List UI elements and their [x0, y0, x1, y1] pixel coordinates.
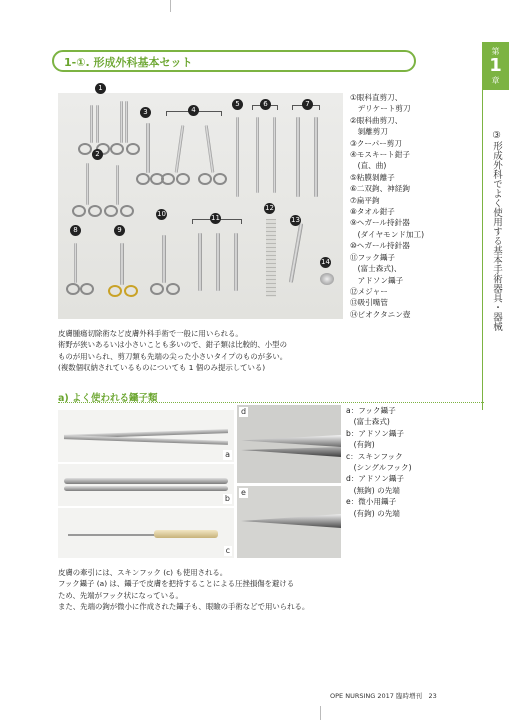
forceps-legend-line: d：アドソン鑷子 — [346, 474, 404, 484]
photo-number-8: 8 — [70, 225, 81, 236]
forceps-a-shaft-2 — [64, 435, 228, 445]
needle-holder-ring-2 — [166, 283, 180, 295]
legend-line: ②眼科曲剪刀、 — [350, 115, 403, 125]
suction-tube — [289, 223, 303, 283]
mosquito-forceps-2-ring-2 — [213, 173, 227, 185]
hook-forceps — [198, 233, 202, 291]
small-scissors-2-blade — [116, 165, 119, 205]
mosquito-forceps-2-ring — [198, 173, 212, 185]
legend-line: デリケート剪刀 — [350, 104, 411, 114]
measuring-ruler — [266, 219, 276, 297]
small-scissors-ring — [72, 205, 86, 217]
chapter-suffix: 章 — [491, 76, 500, 85]
legend-line: 剝離剪刀 — [350, 127, 388, 137]
forceps-b-shaft-2 — [64, 486, 228, 491]
legend-line: ⑧タオル鉗子 — [350, 207, 395, 217]
small-scissors-2-ring — [104, 205, 118, 217]
forceps-description-line: 皮膚の牽引には、スキンフック (c) も使用される。 — [58, 568, 228, 577]
mucosal-elevator — [236, 117, 239, 197]
forceps-legend-line: e：微小用鑷子 — [346, 497, 397, 507]
forceps-description-line: ため、先端がフック状になっている。 — [58, 590, 183, 600]
legend-line: ⑬吸引嘴管 — [350, 298, 388, 308]
forceps-photo-c — [58, 508, 234, 558]
legend-line: ③クーパー剪刀 — [350, 138, 402, 148]
photo-number-12: 12 — [265, 204, 274, 212]
legend-line: ①眼科直剪刀、 — [350, 93, 403, 102]
legend-line: (ダイヤモンド加工) — [350, 229, 425, 239]
needle-holder-diamond-ring — [108, 285, 122, 297]
towel-clamp — [74, 243, 77, 283]
photo-label-a: a — [225, 450, 230, 459]
adson-forceps-2 — [234, 233, 238, 291]
adson-tip-blade — [241, 435, 341, 447]
scissors-1-blade — [90, 105, 93, 143]
photo-number-10: 10 — [157, 210, 166, 218]
forceps-description-line: フック鑷子 (a) は、鑷子で皮膚を把持することによる圧挫損傷を避ける — [58, 579, 295, 589]
nerve-hook — [273, 117, 276, 193]
scissors-2-ring — [110, 143, 124, 155]
small-scissors-blade — [86, 163, 89, 205]
forceps-photo-a — [58, 410, 234, 462]
cooper-scissors-blade — [146, 123, 150, 173]
skin-hook-handle — [154, 530, 218, 538]
photo-label-b: b — [224, 494, 230, 503]
forceps-description-line: また、先端の鉤が微小に作成された鑷子も、眼瞼の手術などで用いられる。 — [58, 602, 310, 612]
legend-line: ⑩ヘガール持針器 — [350, 241, 410, 251]
instrument-set-photo — [58, 84, 343, 319]
subsection-underline — [58, 402, 484, 403]
adson-forceps — [216, 233, 220, 291]
adson-tip-blade-2 — [241, 447, 341, 457]
mosquito-forceps-2 — [205, 125, 215, 173]
micro-forceps-tip — [241, 514, 341, 528]
scissors-2-ring-2 — [126, 143, 140, 155]
mosquito-forceps-1-ring — [161, 173, 175, 185]
scissors-1-ring — [78, 143, 92, 155]
set-description — [58, 328, 358, 374]
crop-mark-top — [170, 0, 201, 12]
legend-line: ⑨ヘガール持針器 — [350, 218, 410, 228]
page-footer: OPE NURSING 2017 臨時増刊 23 — [330, 692, 437, 700]
scissors-2-blade-2 — [125, 101, 128, 143]
scissors-2-blade — [120, 101, 123, 143]
forceps-photo-e — [237, 486, 341, 558]
mosquito-forceps-1 — [175, 125, 185, 173]
photo-number-5: 5 — [232, 99, 243, 110]
small-scissors-2-ring-2 — [120, 205, 134, 217]
needle-holder-ring — [150, 283, 164, 295]
legend-line: ⑦扁平鉤 — [350, 195, 380, 205]
double-hook — [256, 117, 259, 193]
instrument-legend — [350, 92, 490, 320]
description-line: (複数個収納されているものについても 1 個のみ提示している) — [58, 363, 266, 373]
forceps-legend-line: b：アドソン鑷子 — [346, 428, 404, 438]
needle-holder-diamond — [120, 243, 124, 285]
legend-line: ⑥二双鉤、神経鉤 — [350, 184, 410, 194]
towel-clamp-ring — [66, 283, 80, 295]
description-line: 術野が狭いあるいは小さいことも多いので、鉗子類は比較的、小型の — [58, 340, 287, 350]
chapter-tab — [482, 42, 509, 90]
photo-number-2: 2 — [92, 149, 103, 160]
side-chapter-title: ③形成外科でよく使用する基本手術器具・器械 — [491, 130, 502, 331]
forceps-legend-line: (富士森式) — [346, 417, 390, 427]
forceps-legend-line: a：フック鑷子 — [346, 406, 396, 415]
description-line: ものが用いられ、剪刀類も先端の尖った小さいタイプのものが多い。 — [58, 351, 288, 361]
forceps-description — [58, 567, 368, 613]
chapter-number: 1 — [489, 55, 502, 76]
photo-number-11: 11 — [211, 214, 220, 222]
forceps-legend-line: (シングルフック) — [346, 463, 412, 473]
flat-retractor — [296, 117, 300, 197]
photo-label-d: d — [241, 407, 247, 416]
legend-line: ④モスキート鉗子 — [350, 150, 410, 160]
pyoktanin-pot — [320, 273, 334, 285]
legend-line: ⑫メジャー — [350, 286, 388, 296]
photo-number-13: 13 — [291, 216, 300, 224]
legend-line: ⑪フック鑷子 — [350, 252, 396, 262]
section-title: 1-①. 形成外科基本セット — [64, 56, 193, 69]
description-line: 皮膚腫瘍切除術など皮膚外科手術で一般に用いられる。 — [58, 329, 243, 338]
scissors-1-blade-2 — [96, 105, 99, 143]
forceps-legend-line: (有鉤) — [346, 440, 375, 450]
forceps-legend — [346, 405, 486, 519]
photo-number-3: 3 — [140, 107, 151, 118]
legend-line: (直、曲) — [350, 161, 387, 171]
photo-label-e: e — [241, 488, 246, 497]
needle-holder — [162, 235, 166, 283]
forceps-b-shaft — [64, 478, 228, 484]
needle-holder-diamond-ring-2 — [124, 285, 138, 297]
forceps-legend-line: (有鉤) の先端 — [346, 508, 400, 518]
forceps-legend-line: (無鉤) の先端 — [346, 485, 400, 495]
legend-line: ⑤粘膜剝離子 — [350, 172, 395, 182]
photo-number-1: 1 — [95, 83, 106, 94]
photo-number-14: 14 — [321, 258, 330, 266]
forceps-legend-line: c：スキンフック — [346, 451, 403, 461]
forceps-photo-d — [237, 405, 341, 483]
photo-number-9: 9 — [114, 225, 125, 236]
photo-label-c: c — [225, 546, 230, 555]
skin-hook-wire — [68, 534, 158, 536]
legend-line: アドソン鑷子 — [350, 275, 404, 285]
small-scissors-ring-2 — [88, 205, 102, 217]
mosquito-forceps-1-ring-2 — [176, 173, 190, 185]
flat-retractor-2 — [314, 117, 318, 197]
subsection-title: a) よく使われる鑷子類 — [58, 393, 158, 404]
towel-clamp-ring-2 — [80, 283, 94, 295]
chapter-prefix: 第 — [491, 47, 500, 56]
legend-line: ⑭ビオクタニン壺 — [350, 309, 411, 319]
photo-number-6: 6 — [260, 99, 271, 110]
cooper-scissors-ring — [136, 173, 150, 185]
crop-mark-bottom — [320, 706, 351, 720]
legend-line: (富士森式)、 — [350, 264, 402, 274]
photo-number-7: 7 — [302, 99, 313, 110]
photo-number-4: 4 — [188, 105, 199, 116]
forceps-photo-b — [58, 464, 234, 506]
